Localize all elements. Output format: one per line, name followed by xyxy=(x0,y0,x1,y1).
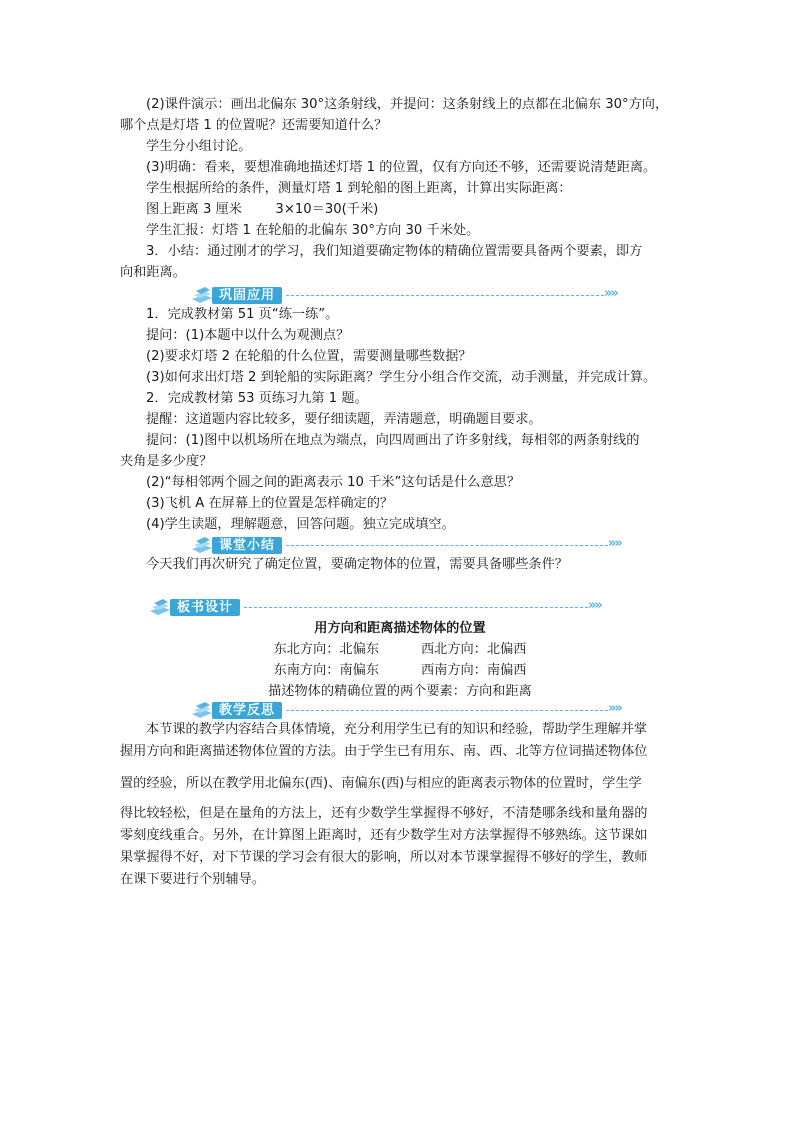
intro-line: 学生汇报：灯塔 1 在轮船的北偏东 30°方向 30 千米处。 xyxy=(146,223,480,238)
book-stack-icon xyxy=(190,700,214,720)
consolidate-line: (4)学生读题，理解题意，回答问题。独立完成填空。 xyxy=(146,517,455,532)
dashed-divider xyxy=(286,295,604,296)
section-title: 课堂小结 xyxy=(212,537,282,554)
consolidate-line: 1．完成教材第 51 页“练一练”。 xyxy=(146,307,339,322)
intro-line: 学生根据所给的条件，测量灯塔 1 到轮船的图上距离，计算出实际距离： xyxy=(146,181,572,196)
board-row: 东南方向：南偏东 西南方向：南偏西 xyxy=(273,663,527,678)
book-stack-icon xyxy=(190,285,214,305)
consolidate-line: (2)“每相邻两个圆之间的距离表示 10 千米”这句话是什么意思？ xyxy=(146,475,521,490)
intro-line: 学生分小组讨论。 xyxy=(146,139,252,154)
intro-line: (3)明确：看来，要想准确地描述灯塔 1 的位置，仅有方向还不够，还需要说清楚距离。 xyxy=(146,160,657,175)
board-row: 描述物体的精确位置的两个要素：方向和距离 xyxy=(268,684,532,699)
summary-line: 今天我们再次研究了确定位置，要确定物体的位置，需要具备哪些条件？ xyxy=(146,557,568,572)
board-title: 用方向和距离描述物体的位置 xyxy=(314,621,486,636)
reflection-line: 在课下要进行个别辅导。 xyxy=(120,872,266,887)
intro-line: 3．小结：通过刚才的学习，我们知道要确定物体的精确位置需要具备两个要素，即方 xyxy=(146,244,643,259)
consolidate-line: 提问：(1)本题中以什么为观测点？ xyxy=(146,328,350,343)
consolidate-line: 夹角是多少度？ xyxy=(120,454,213,469)
section-header-board xyxy=(148,596,601,618)
reflection-line: 本节课的教学内容结合具体情境，充分利用学生已有的知识和经验，帮助学生理解并掌 xyxy=(146,722,648,737)
book-stack-icon xyxy=(148,597,172,617)
book-stack-icon xyxy=(190,535,214,555)
consolidate-line: (3)如何求出灯塔 2 到轮船的实际距离？学生分小组合作交流，动手测量，并完成计算。 xyxy=(146,370,657,385)
consolidate-line: 提醒：这道题内容比较多，要仔细读题，弄清题意，明确题目要求。 xyxy=(146,412,542,427)
dashed-divider xyxy=(244,607,588,608)
consolidate-line: (3)飞机 A 在屏幕上的位置是怎样确定的？ xyxy=(146,496,394,511)
reflection-line: 果掌握得不好，对下节课的学习会有很大的影响，所以对本节课掌握得不够好的学生，教师 xyxy=(120,850,648,865)
section-title: 教学反思 xyxy=(212,702,282,719)
reflection-line: 握用方向和距离描述物体位置的方法。由于学生已有用东、南、西、北等方位词描述物体位 xyxy=(120,744,648,759)
dashed-divider xyxy=(286,710,608,711)
intro-line: (2)课件演示：画出北偏东 30°这条射线，并提问：这条射线上的点都在北偏东 30°方向， xyxy=(146,97,669,112)
section-header-summary xyxy=(190,534,621,556)
chevron-right-icon: »» xyxy=(588,598,601,613)
section-header-consolidate xyxy=(190,284,617,306)
section-title: 板书设计 xyxy=(170,599,240,616)
consolidate-line: (2)要求灯塔 2 在轮船的什么位置，需要测量哪些数据？ xyxy=(146,349,472,364)
chevron-right-icon: »» xyxy=(608,536,621,551)
intro-line: 图上距离 3 厘米 3×10＝30(千米) xyxy=(146,202,379,217)
chevron-right-icon: »» xyxy=(608,701,621,716)
section-title: 巩固应用 xyxy=(212,287,282,304)
consolidate-line: 2．完成教材第 53 页练习九第 1 题。 xyxy=(146,391,368,406)
dashed-divider xyxy=(286,545,608,546)
section-header-reflection xyxy=(190,699,621,721)
chevron-right-icon: »» xyxy=(604,286,617,301)
reflection-line: 得比较轻松，但是在量角的方法上，还有少数学生掌握得不够好，不清楚哪条线和量角器的 xyxy=(120,806,648,821)
consolidate-line: 提问：(1)图中以机场所在地点为端点，向四周画出了许多射线，每相邻的两条射线的 xyxy=(146,433,640,448)
reflection-line: 零刻度线重合。另外，在计算图上距离时，还有少数学生对方法掌握得不够熟练。这节课如 xyxy=(120,828,648,843)
board-row: 东北方向：北偏东 西北方向：北偏西 xyxy=(273,642,527,657)
reflection-line: 置的经验，所以在教学用北偏东(西)、南偏东(西)与相应的距离表示物体的位置时，学生学 xyxy=(120,776,642,791)
intro-line: 向和距离。 xyxy=(120,265,186,280)
intro-line: 哪个点是灯塔 1 的位置呢？还需要知道什么？ xyxy=(120,118,388,133)
